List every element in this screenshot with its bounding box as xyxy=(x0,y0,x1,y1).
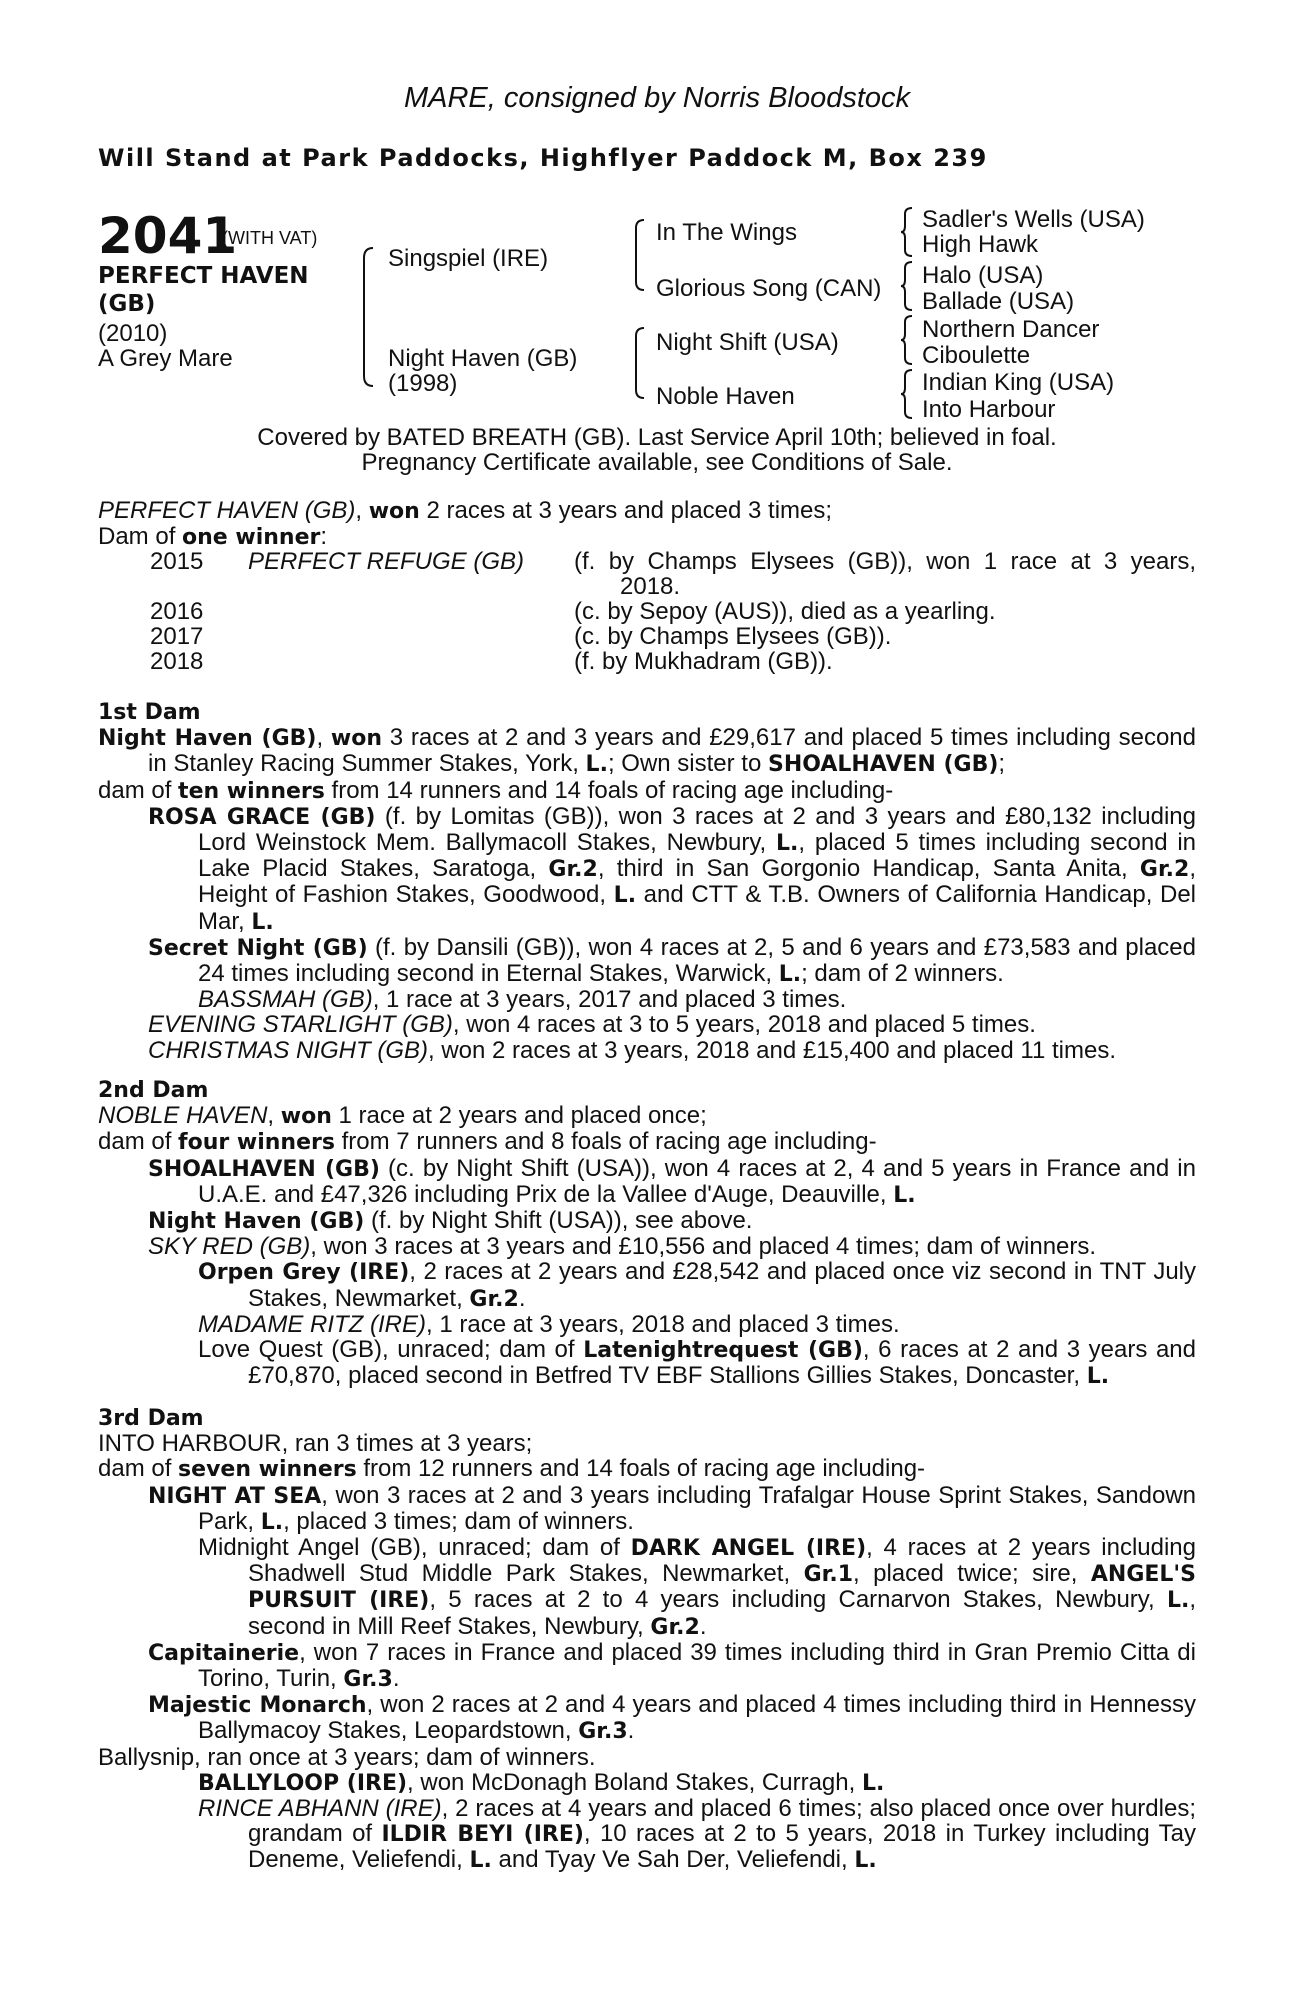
pedigree-brace-dam xyxy=(632,326,646,400)
pedigree-brace-g3-4 xyxy=(900,368,914,420)
dam-name: Night Haven (GB) xyxy=(388,345,578,372)
pedigree-gen2-2: Glorious Song (CAN) xyxy=(656,275,882,302)
ballyloop-entry: BALLYLOOP (IRE), won McDonagh Boland Stakes, Curragh, L. xyxy=(198,1768,885,1796)
pregnancy-note: Pregnancy Certificate available, see Conditions of Sale. xyxy=(361,449,953,476)
shoalhaven-entry: SHOALHAVEN (GB) (c. by Night Shift (USA)), won 4 races at 2, 4 and 5 years in France and in U.A.E. and £47,326 including Prix de la Vallee d'Auge, Deauville, L. xyxy=(148,1154,1196,1208)
bassmah-entry: BASSMAH (GB), 1 race at 3 years, 2017 and placed 3 times. xyxy=(198,986,847,1014)
horse-description: A Grey Mare xyxy=(98,345,233,372)
pedigree-brace-g3-1 xyxy=(900,206,914,258)
pedigree-gen2-3: Night Shift (USA) xyxy=(656,329,839,356)
secret-night-entry: Secret Night (GB) (f. by Dansili (GB)), won 4 races at 2, 5 and 6 years and £73,583 and placed 24 times including second in Eternal Stakes, Warwick, L.; dam of 2 winners. xyxy=(148,933,1196,988)
sky-red-entry: SKY RED (GB), won 3 races at 3 years and £10,556 and placed 4 times; dam of winners. xyxy=(148,1233,1097,1261)
record-winners: one winner xyxy=(182,525,321,551)
third-dam-section xyxy=(98,1406,1196,1874)
sire-name: Singspiel (IRE) xyxy=(388,245,549,272)
pedigree-gen2-4: Noble Haven xyxy=(656,383,795,410)
third-dam-record: INTO HARBOUR, ran 3 times at 3 years; xyxy=(98,1430,533,1458)
pedigree-brace-main xyxy=(360,246,376,388)
stabling-line: Will Stand at Park Paddocks, Highflyer Paddock M, Box 239 xyxy=(98,144,988,172)
covering-note: Covered by BATED BREATH (GB). Last Service April 10th; believed in foal. xyxy=(257,424,1057,451)
pedigree-gen3-1: Sadler's Wells (USA) xyxy=(922,206,1145,233)
progeny-year-2: 2016 xyxy=(150,598,204,625)
orpen-grey-entry: Orpen Grey (IRE), 2 races at 2 years and £28,542 and placed once viz second in TNT July Stakes, Newmarket, Gr.2. xyxy=(198,1258,1196,1312)
night-haven-entry: Night Haven (GB) (f. by Night Shift (USA)), see above. xyxy=(148,1207,753,1235)
pedigree-gen2-1: In The Wings xyxy=(656,219,797,246)
horse-name-line1: PERFECT HAVEN xyxy=(98,263,309,289)
pedigree-gen3-5: Northern Dancer xyxy=(922,316,1100,343)
progeny-detail-4: (f. by Mukhadram (GB)). xyxy=(574,648,833,675)
pedigree-brace-sire xyxy=(632,218,646,292)
first-dam-record: Night Haven (GB), won 3 races at 2 and 3 years and £29,617 and placed 5 times including second in Stanley Racing Summer Stakes, York, L.; Own sister to SHOALHAVEN (GB); xyxy=(98,724,1196,778)
progeny-year-4: 2018 xyxy=(150,648,204,675)
second-dam-heading: 2nd Dam xyxy=(98,1078,209,1103)
dam-year: (1998) xyxy=(388,370,458,397)
evening-starlight-entry: EVENING STARLIGHT (GB), won 4 races at 3 to 5 years, 2018 and placed 5 times. xyxy=(148,1011,1036,1039)
majestic-monarch-entry: Majestic Monarch, won 2 races at 2 and 4 years and placed 4 times including third in Hennessy Ballymacoy Stakes, Leopardstown, Gr.3. xyxy=(148,1691,1197,1745)
progeny-year-1: 2015 xyxy=(150,548,204,575)
rince-abhann-entry: RINCE ABHANN (IRE), 2 races at 4 years and placed 6 times; also placed once over hurdles; grandam of ILDIR BEYI (IRE), 10 races at 2 to 5 years, 2018 in Turkey including Tay Deneme, Veliefendi, L. and Tyay Ve Sah Der, Veliefendi, L. xyxy=(198,1795,1197,1874)
ballysnip-entry: Ballysnip, ran once at 3 years; dam of winners. xyxy=(98,1743,596,1771)
first-dam-produce: dam of ten winners from 14 runners and 14 foals of racing age including- xyxy=(98,776,894,804)
second-dam-section xyxy=(98,1078,1196,1389)
record-horse: PERFECT HAVEN (GB) xyxy=(98,497,356,524)
horse-year: (2010) xyxy=(98,320,168,347)
pedigree-brace-g3-2 xyxy=(900,260,914,312)
progeny-detail-1: (f. by Champs Elysees (GB)), won 1 race at 3 years, xyxy=(574,548,1196,575)
third-dam-produce: dam of seven winners from 12 runners and 14 foals of racing age including- xyxy=(98,1455,926,1483)
horse-name-line2: (GB) xyxy=(98,291,156,317)
record-won: won xyxy=(368,499,420,524)
third-dam-heading: 3rd Dam xyxy=(98,1406,204,1431)
rosa-grace-entry: ROSA GRACE (GB) (f. by Lomitas (GB)), won 3 races at 2 and 3 years and £80,132 including Lord Weinstock Mem. Ballymacoll Stakes, Newbury, L., placed 5 times including second in Lake Placid Stakes, Saratoga, Gr.2, third in San Gorgonio Handicap, Santa Anita, Gr.2, Height of Fashion Stakes, Goodwood, L. and CTT & T.B. Owners of California Handicap, Del Mar, L. xyxy=(148,802,1197,935)
progeny-detail-2: (c. by Sepoy (AUS)), died as a yearling. xyxy=(574,598,996,625)
christmas-night-entry: CHRISTMAS NIGHT (GB), won 2 races at 3 years, 2018 and £15,400 and placed 11 times. xyxy=(148,1036,1117,1064)
horse-name xyxy=(98,262,309,318)
pedigree-gen3-7: Indian King (USA) xyxy=(922,369,1115,396)
love-quest-entry: Love Quest (GB), unraced; dam of Latenightrequest (GB), 6 races at 2 and 3 years and £70,870, placed second in Betfred TV EBF Stallions Gillies Stakes, Doncaster, L. xyxy=(198,1336,1196,1390)
second-dam-record: NOBLE HAVEN, won 1 race at 2 years and placed once; xyxy=(98,1102,707,1130)
pedigree-brace-g3-3 xyxy=(900,314,914,366)
first-dam-section xyxy=(98,700,1196,1063)
second-dam-produce: dam of four winners from 7 runners and 8 foals of racing age including- xyxy=(98,1128,877,1156)
progeny-detail-1b: 2018. xyxy=(620,573,681,600)
pedigree-gen3-2: High Hawk xyxy=(922,231,1039,258)
progeny-detail-3: (c. by Champs Elysees (GB)). xyxy=(574,623,892,650)
first-dam-heading: 1st Dam xyxy=(98,700,201,725)
consignor-line: MARE, consigned by Norris Bloodstock xyxy=(403,82,911,114)
pedigree-gen3-4: Ballade (USA) xyxy=(922,288,1075,315)
madame-ritz-entry: MADAME RITZ (IRE), 1 race at 3 years, 2018 and placed 3 times. xyxy=(198,1310,900,1338)
progeny-name-1: PERFECT REFUGE (GB) xyxy=(248,548,525,575)
pedigree-gen3-3: Halo (USA) xyxy=(922,262,1044,289)
pedigree-gen3-8: Into Harbour xyxy=(922,396,1056,423)
midnight-angel-entry: Midnight Angel (GB), unraced; dam of DARK ANGEL (IRE), 4 races at 2 years including Shadwell Stud Middle Park Stakes, Newmarket, Gr.1, placed twice; sire, ANGEL'S PURSUIT (IRE), 5 races at 2 to 4 years including Carnarvon Stakes, Newbury, L., second in Mill Reef Stakes, Newbury, Gr.2. xyxy=(198,1534,1197,1640)
night-at-sea-entry: NIGHT AT SEA, won 3 races at 2 and 3 years including Trafalgar House Sprint Stakes, Sandown Park, L., placed 3 times; dam of winners. xyxy=(148,1481,1197,1535)
progeny-year-3: 2017 xyxy=(150,623,204,650)
race-record: PERFECT HAVEN (GB), won 2 races at 3 years and placed 3 times; Dam of one winner: xyxy=(98,497,833,551)
pedigree-gen3-6: Ciboulette xyxy=(922,342,1031,369)
capitainerie-entry: Capitainerie, won 7 races in France and placed 39 times including third in Gran Premio Citta di Torino, Turin, Gr.3. xyxy=(148,1638,1196,1693)
vat-note: (WITH VAT) xyxy=(222,228,318,248)
lot-number: 2041 xyxy=(98,207,238,265)
